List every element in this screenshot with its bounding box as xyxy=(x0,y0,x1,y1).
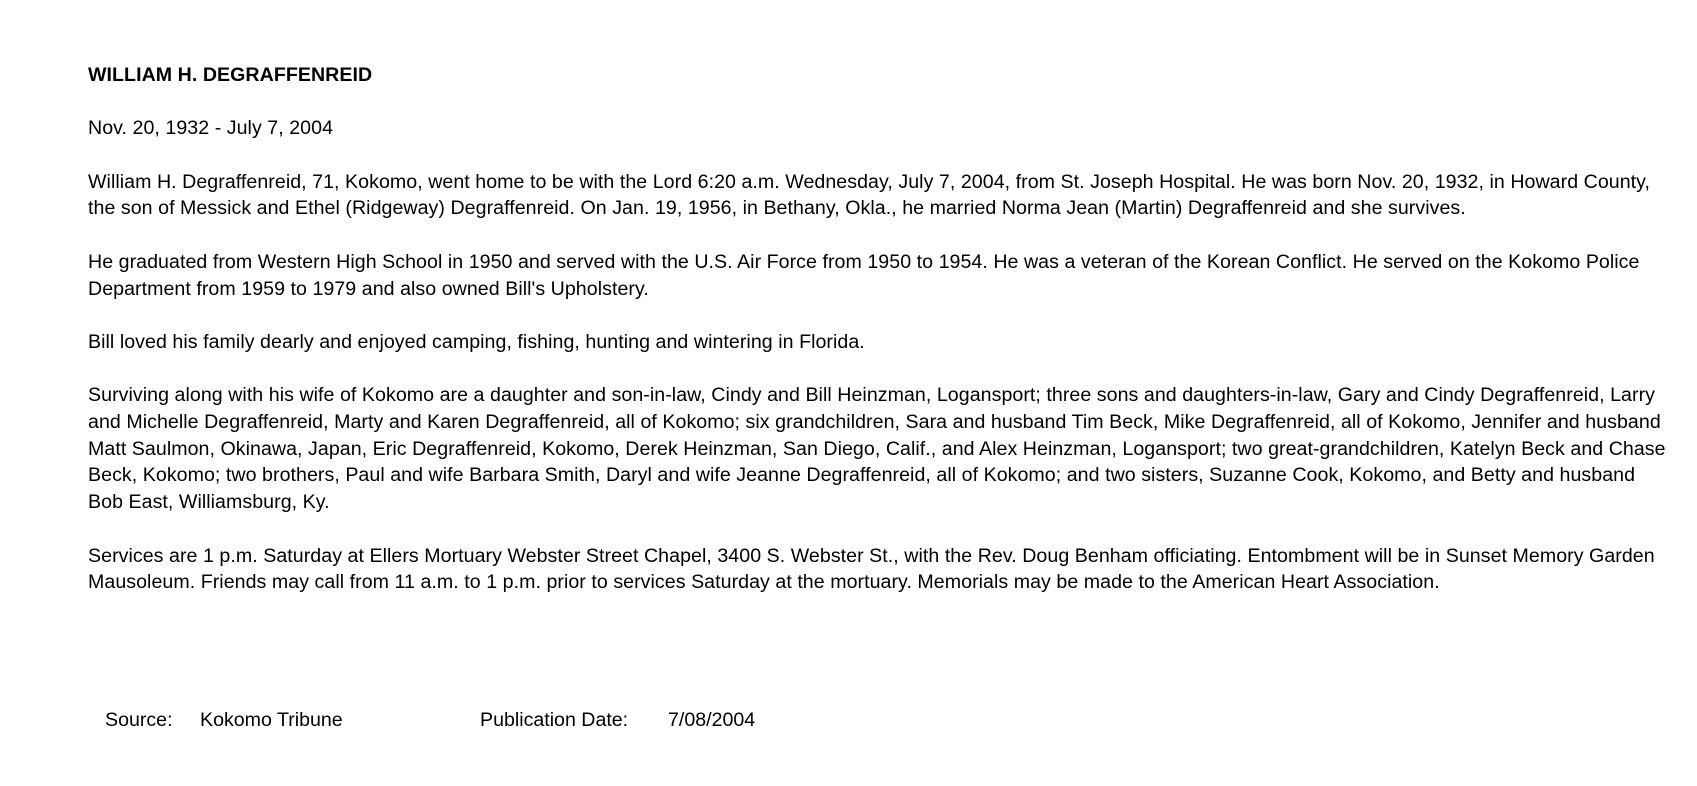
source-label: Source: xyxy=(105,709,173,731)
publication-date-value: 7/08/2004 xyxy=(668,709,756,731)
obituary-document xyxy=(88,62,1668,623)
paragraph-career: He graduated from Western High School in 1950 and served with the U.S. Air Force from 1950 to 1954. He was a veteran of the Korean Conflict. He served on the Kokomo Police Department from 1959 to 1979 and also owned Bill's Upholstery. xyxy=(88,250,1640,300)
paragraph-biography: William H. Degraffenreid, 71, Kokomo, went home to be with the Lord 6:20 a.m. Wednesday, July 7, 2004, from St. Joseph Hospital. He was born Nov. 20, 1932, in Howard County, the son of Messick and Ethel (Ridgeway) Degraffenreid. On Jan. 19, 1956, in Bethany, Okla., he married Norma Jean (Martin) Degraffenreid and she survives. xyxy=(88,170,1651,220)
paragraph-survivors: Surviving along with his wife of Kokomo are a daughter and son-in-law, Cindy and Bill Heinzman, Logansport; three sons and daughters-in-law, Gary and Cindy Degraffenreid, Larry and Michelle Degraffenreid, Marty and Karen Degraffenreid, all of Kokomo; six grandchildren, Sara and husband Tim Beck, Mike Degraffenreid, all of Kokomo, Jennifer and husband Matt Saulmon, Okinawa, Japan, Eric Degraffenreid, Kokomo, Derek Heinzman, San Diego, Calif., and Alex Heinzman, Logansport; two great-grandchildren, Katelyn Beck and Chase Beck, Kokomo; two brothers, Paul and wife Barbara Smith, Daryl and wife Jeanne Degraffenreid, all of Kokomo; and two sisters, Suzanne Cook, Kokomo, and Betty and husband Bob East, Williamsburg, Ky. xyxy=(88,384,1666,514)
source-value: Kokomo Tribune xyxy=(200,709,343,731)
paragraph-interests: Bill loved his family dearly and enjoyed camping, fishing, hunting and wintering in Florida. xyxy=(88,330,865,353)
paragraph-services: Services are 1 p.m. Saturday at Ellers Mortuary Webster Street Chapel, 3400 S. Webster St., with the Rev. Doug Benham officiating. Entombment will be in Sunset Memory Garden Mausoleum. Friends may call from 11 a.m. to 1 p.m. prior to services Saturday at the mortuary. Memorials may be made to the American Heart Association. xyxy=(88,544,1655,594)
publication-date-label: Publication Date: xyxy=(480,709,629,731)
obituary-name-heading: WILLIAM H. DEGRAFFENREID xyxy=(88,64,373,86)
life-dates: Nov. 20, 1932 - July 7, 2004 xyxy=(88,117,334,140)
